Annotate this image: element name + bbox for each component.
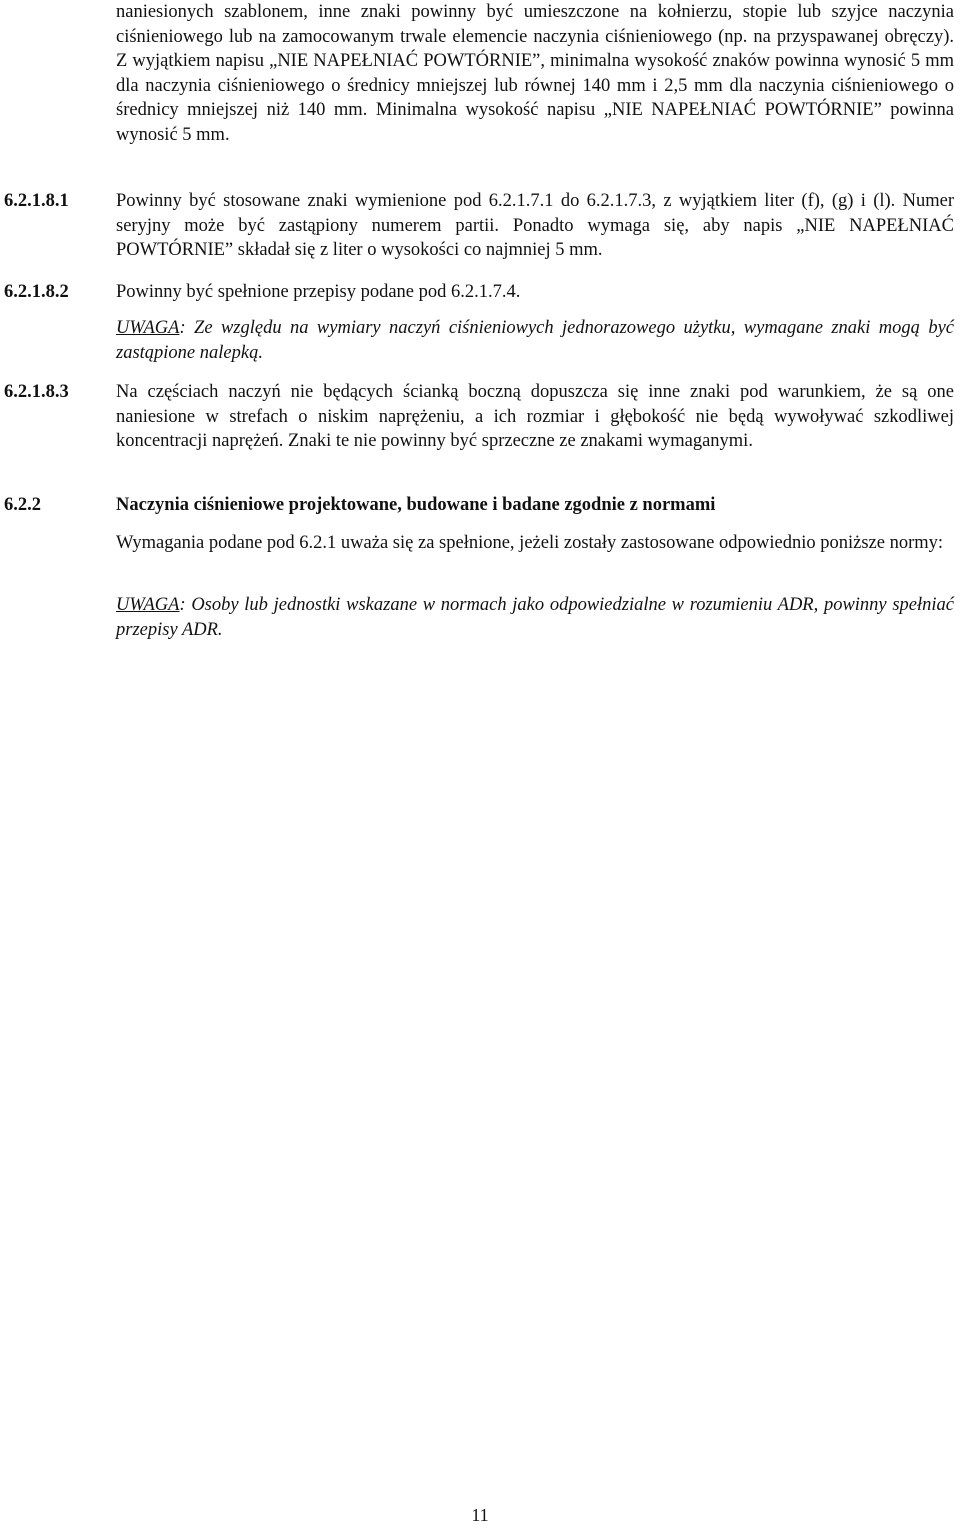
note-label: UWAGA [116,318,180,338]
note-text: : Osoby lub jednostki wskazane w normach jako odpowiedzialne w rozumieniu ADR, powinny spełniać przepisy ADR. [116,595,954,640]
section-text: Powinny być stosowane znaki wymienione pod 6.2.1.7.1 do 6.2.1.7.3, z wyjątkiem liter (f), (g) i (l). Numer seryjny może być zastąpiony numerem partii. Ponadto wymaga się, aby napis „NIE NAPEŁNIAĆ POWTÓRNIE” składał się z liter o wysokości co najmniej 5 mm. [116,191,954,261]
section-number: 6.2.1.8.2 [4,282,69,302]
section-text: Na częściach naczyń nie będących ścianką boczną dopuszcza się inne znaki pod warunkiem, że są one naniesione w strefach o niskim naprężeniu, a ich rozmiar i głębokość nie będą wywoływać szkodliwej koncentracji naprężeń. Znaki te nie powinny być sprzeczne ze znakami wymaganymi. [116,382,954,452]
note-text: : Ze względu na wymiary naczyń ciśnieniowych jednorazowego użytku, wymagane znaki mogą być zastąpione nalepką. [116,318,954,363]
page-number: 11 [471,1505,489,1525]
note-label: UWAGA [116,595,180,615]
section-text: Wymagania podane pod 6.2.1 uważa się za spełnione, jeżeli zostały zastosowane odpowiednio poniższe normy: [116,533,944,553]
section-number: 6.2.1.8.1 [4,191,69,211]
continued-paragraph [116,0,954,148]
section-6-2-1-8-2-text [116,280,954,305]
section-6-2-1-8-3-text [116,380,954,454]
section-heading: Naczynia ciśnieniowe projektowane, budowane i badane zgodnie z normami [116,495,716,515]
paragraph-text: naniesionych szablonem, inne znaki powinny być umieszczone na kołnierzu, stopie lub szyjce naczynia ciśnieniowego lub na zamocowanym trwale elemencie naczynia ciśnieniowego (np. na przyspawanej obręczy). Z wyjątkiem napisu „NIE NAPEŁNIAĆ POWTÓRNIE”, minimalna wysokość znaków powinna wynosić 5 mm dla naczynia ciśnieniowego o średnicy mniejszej lub równej 140 mm i 2,5 mm dla naczynia ciśnieniowego o średnicy mniejszej niż 140 mm. Minimalna wysokość napisu „NIE NAPEŁNIAĆ POWTÓRNIE” powinna wynosić 5 mm. [116,2,954,145]
section-6-2-1-8-1-text [116,189,954,263]
section-text: Powinny być spełnione przepisy podane pod 6.2.1.7.4. [116,282,521,302]
section-6-2-2-text [116,531,954,556]
section-number: 6.2.1.8.3 [4,382,69,402]
section-number: 6.2.2 [4,495,41,515]
note-6-2-2 [116,593,954,642]
note-6-2-1-8-2 [116,316,954,365]
